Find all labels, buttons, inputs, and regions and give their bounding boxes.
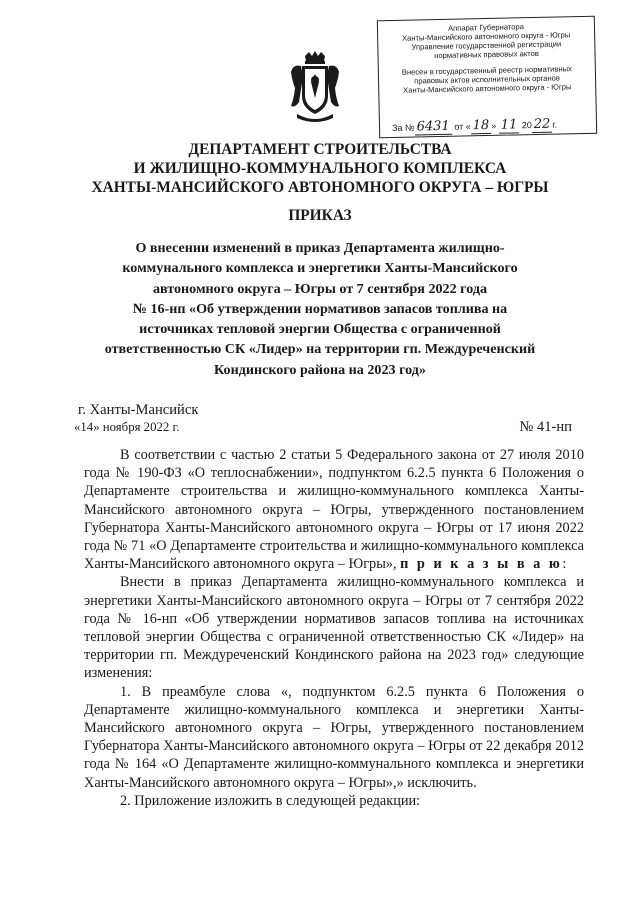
subject-line: № 16-нп «Об утверждении нормативов запасов топлива на	[132, 300, 508, 317]
stamp-reg-number: 6431	[414, 119, 451, 136]
stamp-reg-day: 18	[471, 118, 492, 134]
coat-of-arms-emblem	[289, 50, 341, 124]
stamp-reg-month: 11	[499, 117, 520, 133]
order-subject	[88, 238, 552, 380]
subject-line: источниках тепловой энергии Общества с ограниченной	[139, 321, 501, 338]
dept-line: ДЕПАРТАМЕНТ СТРОИТЕЛЬСТВА	[188, 141, 452, 158]
subject-line: О внесении изменений в приказ Департамента жилищно-	[135, 240, 505, 256]
paragraph-amend-intro: Внести в приказ Департамента жилищно-коммунального комплекса и энергетики Ханты-Мансийского автономного округа – Югры от 7 сентября 2022 года № 16-нп «Об утверждении нормативов запасов топлива на источниках тепловой энергии Общества с ограниченной ответственностью СК «Лидер» на территории гп. Междуреченский Кондинского района на 2023 год» следующие изменения:	[84, 574, 584, 682]
stamp-reg-year: 22	[532, 117, 553, 133]
stamp-reg-from: от «	[454, 121, 471, 132]
stamp-line: правовых актов исполнительных органов	[414, 73, 560, 86]
issue-date: «14» ноября 2022 г.	[74, 420, 180, 434]
order-word: п р и к а з ы в а ю	[400, 556, 563, 573]
registration-stamp	[377, 16, 597, 139]
dept-line: И ЖИЛИЩНО-КОММУНАЛЬНОГО КОМПЛЕКСА	[133, 160, 507, 177]
subject-line: коммунального комплекса и энергетики Ханты-Мансийского	[122, 260, 518, 277]
paragraph-preamble	[84, 446, 584, 573]
stamp-reg-prefix: За №	[391, 122, 415, 133]
stamp-line: Ханты-Мансийского автономного округа - Югры	[401, 30, 571, 43]
paragraph-item-1: 1. В преамбуле слова «, подпунктом 6.2.5 пункта 6 Положения о Департаменте жилищно-коммунального комплекса и энергетики Ханты-Мансийского автономного округа – Югры, утвержденного постановлением Губернатора Ханты-Мансийского автономного округа – Югры от 22 декабря 2012 года № 164 «О Департаменте жилищно-коммунального комплекса и энергетики Ханты-Мансийского автономного округа – Югры»,» исключить.	[84, 683, 584, 791]
stamp-line: Внесен в государственный реестр нормативных	[401, 64, 572, 77]
stamp-line: Ханты-Мансийского автономного округа - Югры	[403, 82, 572, 95]
order-body	[84, 446, 584, 810]
subject-line: ответственностью СК «Лидер» на территории гп. Междуреченский	[104, 341, 536, 358]
paragraph-item-2: 2. Приложение изложить в следующей редакции:	[120, 792, 421, 809]
dept-line: ХАНТЫ-МАНСИЙСКОГО АВТОНОМНОГО ОКРУГА – ЮГРЫ	[91, 179, 549, 196]
stamp-line: Аппарат Губернатора	[447, 22, 524, 33]
stamp-line: Управление государственной регистрации	[411, 39, 562, 52]
issue-city: г. Ханты-Мансийск	[78, 402, 199, 418]
stamp-reg-suffix: г.	[552, 119, 558, 130]
document-type-title: ПРИКАЗ	[288, 207, 352, 224]
stamp-registration-line	[391, 116, 558, 135]
preamble-end: :	[562, 556, 567, 573]
order-number: № 41-нп	[519, 419, 572, 435]
stamp-reg-sep: »	[491, 120, 497, 131]
stamp-line: нормативных правовых актов	[434, 48, 539, 61]
subject-line: Кондинского района на 2023 год»	[214, 361, 426, 378]
subject-line: автономного округа – Югры от 7 сентября 2022 года	[152, 280, 488, 297]
preamble-text: В соответствии с частью 2 статьи 5 Федерального закона от 27 июля 2010 года № 190-ФЗ «О теплоснабжении», подпунктом 6.2.5 пункта 6 Положения о Департаменте строительства и жилищно-коммунального комплекса Ханты-Мансийского автономного округа – Югры, утвержденного постановлением Губернатора Ханты-Мансийского автономного округа – Югры от 17 июня 2022 года № 71 «О Департаменте строительства и жилищно-коммунального комплекса Ханты-Мансийского автономного округа – Югры»,	[84, 447, 584, 573]
stamp-reg-year-prefix: 20	[521, 120, 532, 131]
department-name	[60, 140, 580, 197]
